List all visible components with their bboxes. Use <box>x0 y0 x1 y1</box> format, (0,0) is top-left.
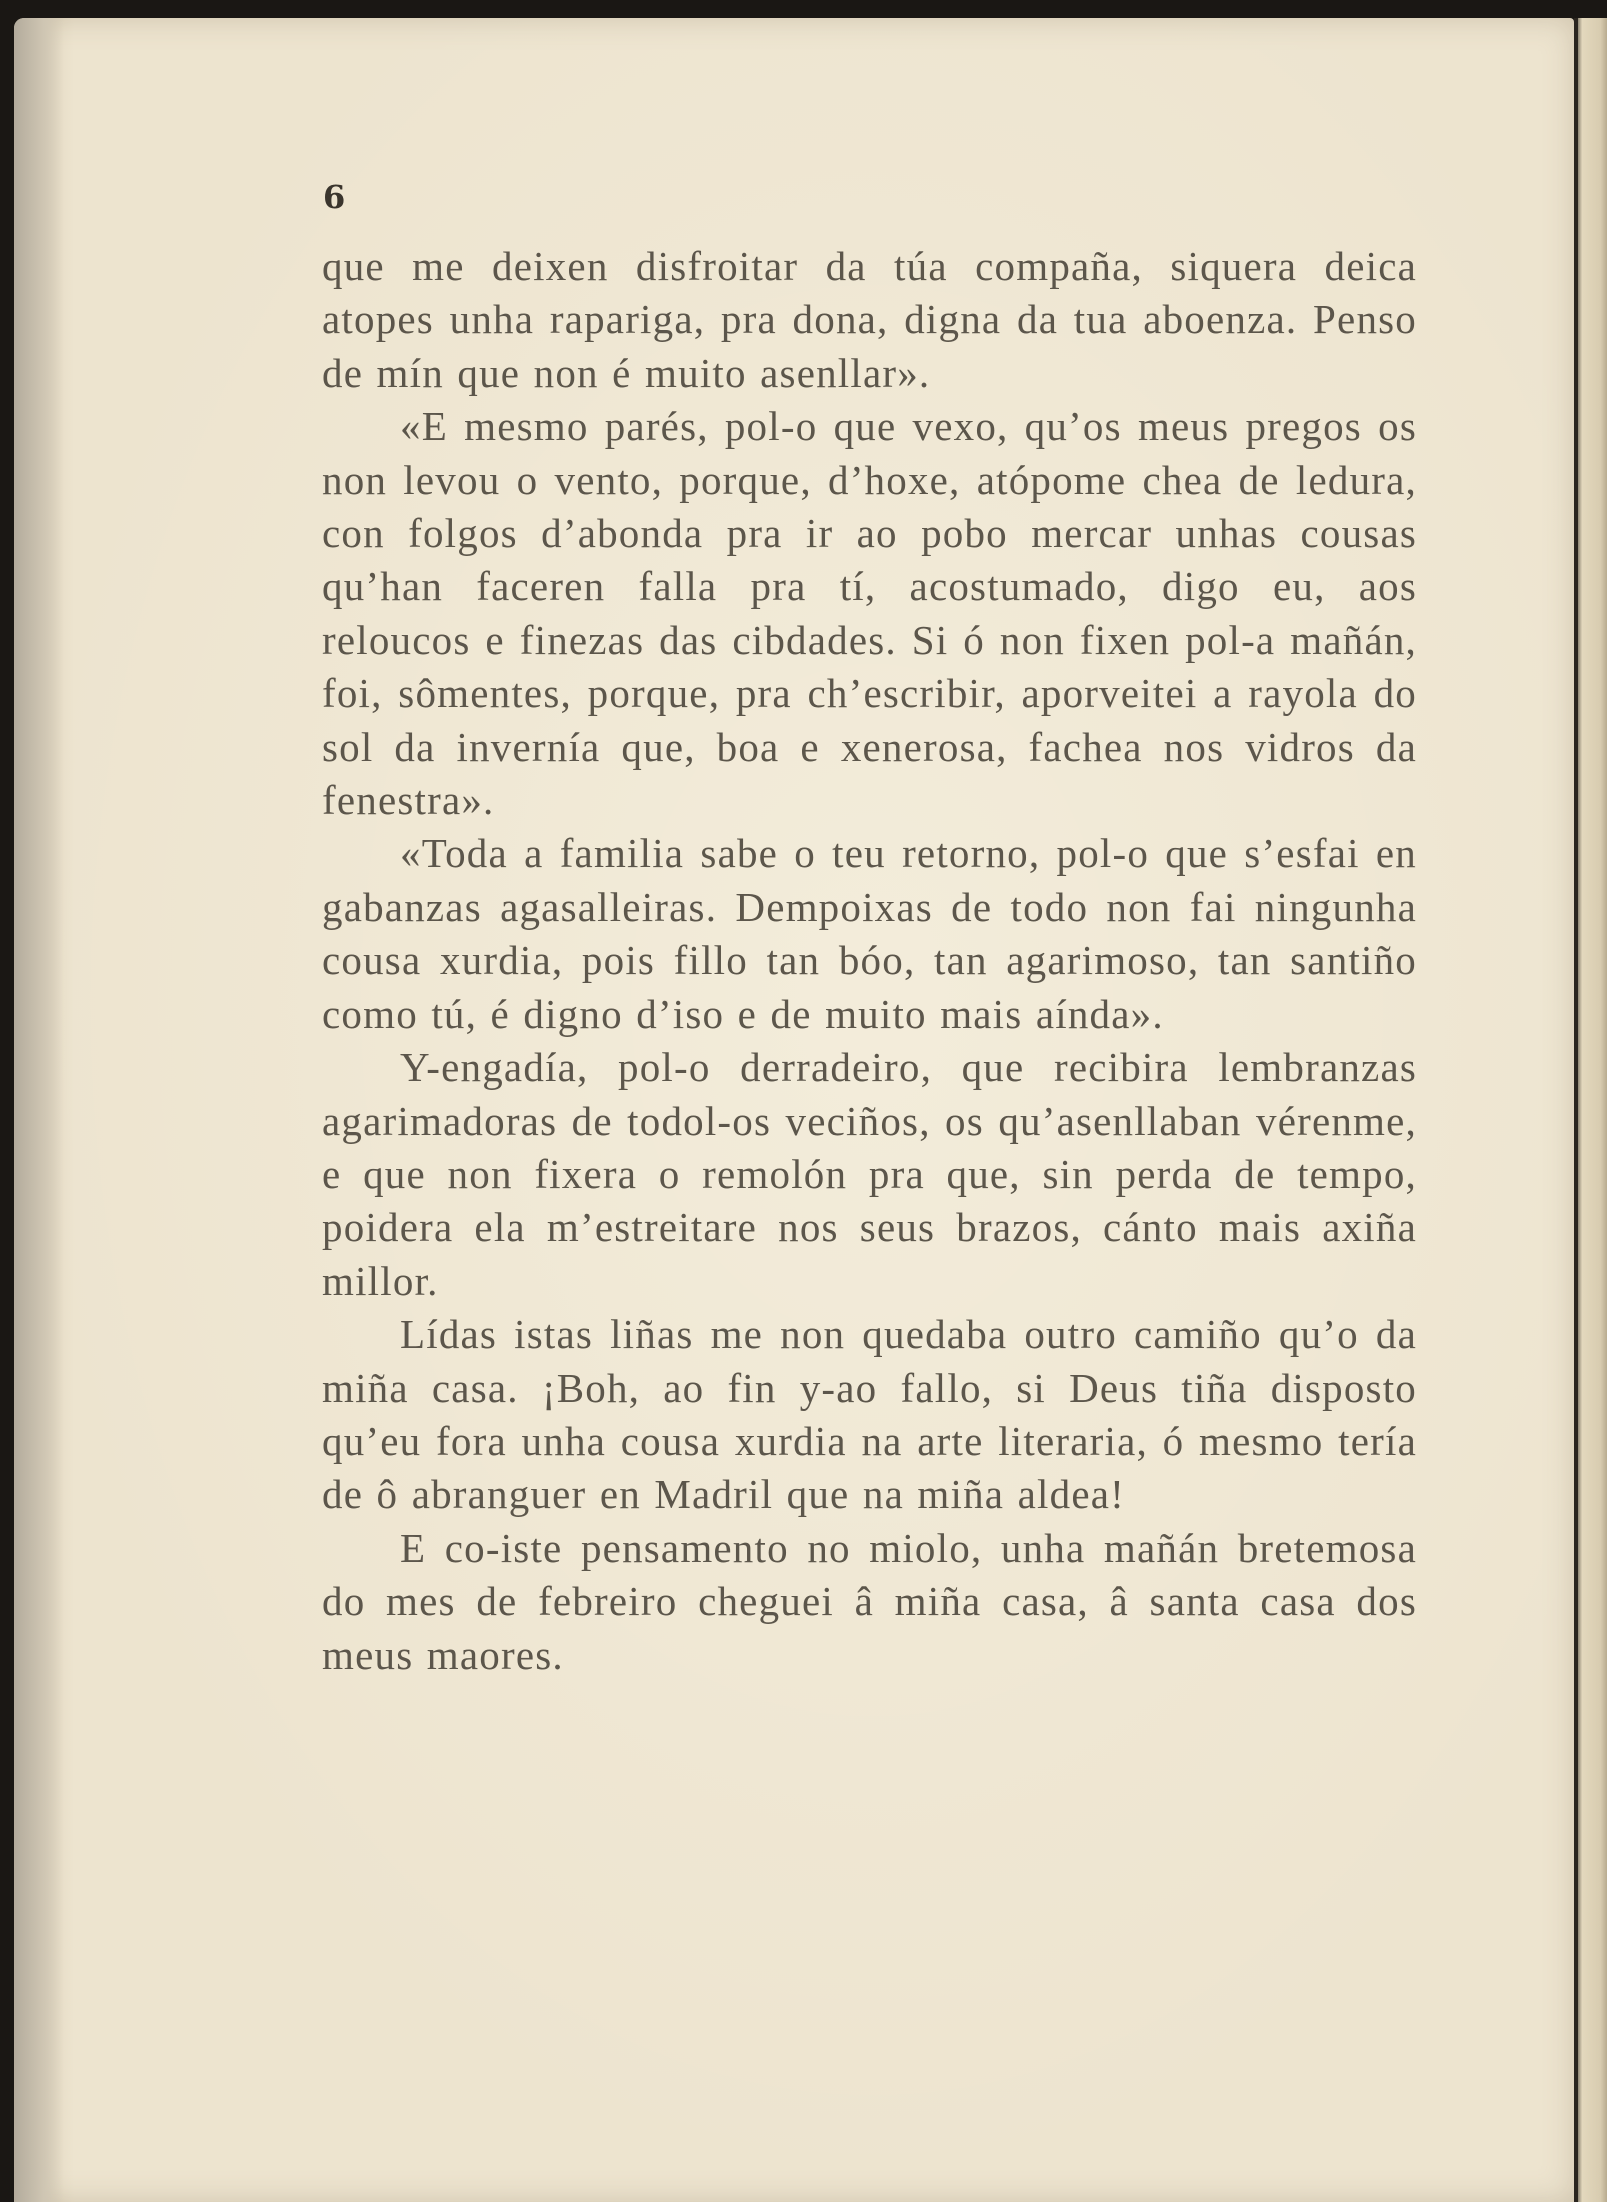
paragraph: que me deixen disfroitar da túa compaña, siquera deica atopes unha rapariga, pra dona, digna da tua aboenza. Penso de mín que non é muito asenllar». <box>322 243 1417 396</box>
paragraph: E co-iste pensamento no miolo, unha mañán bretemosa do mes de febreiro cheguei â miña casa, â santa casa dos meus maores. <box>322 1524 1417 1678</box>
paragraph: Lídas istas liñas me non quedaba outro camiño qu’o da miña casa. ¡Boh, ao fin y-ao fallo, si Deus tiña disposto qu’eu fora unha cousa xurdia na arte literaria, ó mesmo tería de ô abranguer en Madril que na miña aldea! <box>322 1311 1417 1518</box>
paragraph: «E mesmo parés, pol-o que vexo, qu’os meus pregos os non levou o vento, porque, d’hoxe, atópome chea de ledura, con folgos d’abonda pra ir ao pobo mercar unhas cousas qu’han faceren falla pra tí, acostumado, digo eu, aos reloucos e finezas das cibdades. Si ó non fixen pol-a mañán, foi, sômentes, porque, pra ch’escribir, aporveitei a rayola do sol da invernía que, boa e xenerosa, fachea nos vidros da fenestra». <box>322 403 1417 824</box>
adjacent-page-edge <box>1574 18 1607 2202</box>
page-text <box>322 240 1417 1682</box>
page-binding-edge <box>14 18 64 2202</box>
page-gutter-shadow <box>1574 18 1578 2202</box>
page-number: 6 <box>323 178 346 216</box>
paragraph: «Toda a familia sabe o teu retorno, pol-o que s’esfai en gabanzas agasalleiras. Dempoixas de todo non fai ningunha cousa xurdia, pois fillo tan bóo, tan agarimoso, tan santiño como tú, é digno d’iso e de muito mais aínda». <box>322 830 1417 1037</box>
paragraph: Y-engadía, pol-o derradeiro, que recibira lembranzas agarimadoras de todol-os veciños, os qu’asenllaban vérenme, e que non fixera o remolón pra que, sin perda de tempo, poidera ela m’estreitare nos seus brazos, cánto mais axiña millor. <box>322 1044 1417 1304</box>
